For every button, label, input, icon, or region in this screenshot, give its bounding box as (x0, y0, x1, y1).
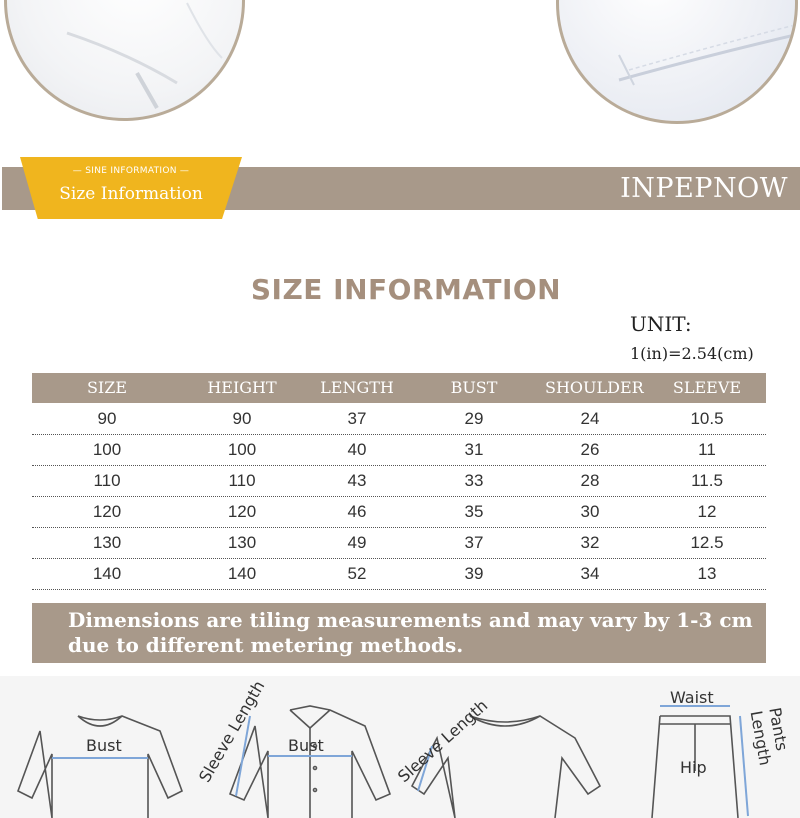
table-cell: 35 (464, 502, 484, 521)
table-cell: 11.5 (691, 471, 723, 490)
shirt-diagram-icon (230, 706, 390, 818)
table-row (32, 434, 766, 466)
table-cell: 33 (464, 471, 484, 490)
ribbon-title: Size Information (59, 184, 203, 204)
measurement-diagrams (0, 676, 800, 818)
table-cell: 130 (227, 533, 257, 552)
column-header-height: HEIGHT (207, 378, 277, 397)
pants-waist-label: Waist (670, 688, 714, 707)
note-line-1: Dimensions are tiling measurements and may vary by 1-3 cm (68, 608, 753, 632)
table-cell: 110 (228, 471, 256, 490)
table-cell: 90 (232, 409, 252, 428)
column-header-sleeve: SLEEVE (672, 378, 742, 397)
column-header-size: SIZE (86, 378, 128, 397)
column-header-length: LENGTH (320, 378, 394, 397)
fabric-fold-graphic (7, 0, 242, 118)
tshirt-bust-label: Bust (86, 736, 122, 755)
sweater-sleeve-label: Sleeve Length (394, 695, 492, 787)
table-cell: 28 (580, 471, 600, 490)
size-table-header (32, 373, 766, 403)
table-cell: 120 (227, 502, 257, 521)
table-cell: 13 (697, 564, 717, 583)
table-cell: 100 (227, 440, 257, 459)
pants-length-label: Pants Length (746, 706, 792, 767)
table-cell: 37 (347, 409, 367, 428)
table-cell: 130 (92, 533, 122, 552)
table-cell: 29 (464, 409, 484, 428)
column-header-shoulder: SHOULDER (545, 378, 644, 397)
table-cell: 140 (227, 564, 257, 583)
table-cell: 24 (580, 409, 600, 428)
table-cell: 120 (92, 502, 122, 521)
shirt-bust-label: Bust (288, 736, 324, 755)
table-row (32, 403, 766, 435)
table-cell: 140 (92, 564, 122, 583)
table-row (32, 558, 766, 590)
table-row (32, 465, 766, 497)
page-title: SIZE INFORMATION (250, 273, 562, 306)
table-row (32, 527, 766, 559)
table-cell: 100 (92, 440, 122, 459)
table-cell: 31 (464, 440, 484, 459)
table-cell: 37 (464, 533, 484, 552)
table-cell: 12 (697, 502, 717, 521)
table-cell: 90 (97, 409, 117, 428)
column-header-bust: BUST (450, 378, 498, 397)
table-cell: 11 (698, 440, 716, 459)
table-cell: 110 (93, 471, 121, 490)
table-cell: 40 (347, 440, 367, 459)
brand-name: INPEPNOW (620, 173, 788, 204)
table-cell: 30 (580, 502, 600, 521)
product-photo-hem-detail (556, 0, 798, 124)
measurement-note (68, 608, 768, 658)
shirt-sleeve-label: Sleeve Length (195, 677, 269, 786)
table-cell: 12.5 (690, 533, 724, 552)
table-cell: 32 (580, 533, 600, 552)
table-cell: 26 (580, 440, 600, 459)
pants-hip-label: Hip (680, 758, 707, 777)
unit-label: UNIT: (630, 312, 692, 336)
table-cell: 49 (347, 533, 367, 552)
ribbon-subtitle: — SINE INFORMATION — (72, 166, 190, 176)
table-cell: 39 (464, 564, 484, 583)
table-row (32, 496, 766, 528)
table-cell: 43 (347, 471, 367, 490)
product-photo-sleeve-detail (4, 0, 245, 121)
tshirt-diagram-icon (18, 716, 182, 818)
table-cell: 52 (347, 564, 367, 583)
table-cell: 34 (580, 564, 600, 583)
table-cell: 46 (347, 502, 367, 521)
fabric-hem-graphic (559, 0, 795, 121)
unit-conversion: 1(in)=2.54(cm) (630, 344, 754, 363)
table-cell: 10.5 (690, 409, 724, 428)
note-line-2: due to different metering methods. (68, 633, 464, 657)
